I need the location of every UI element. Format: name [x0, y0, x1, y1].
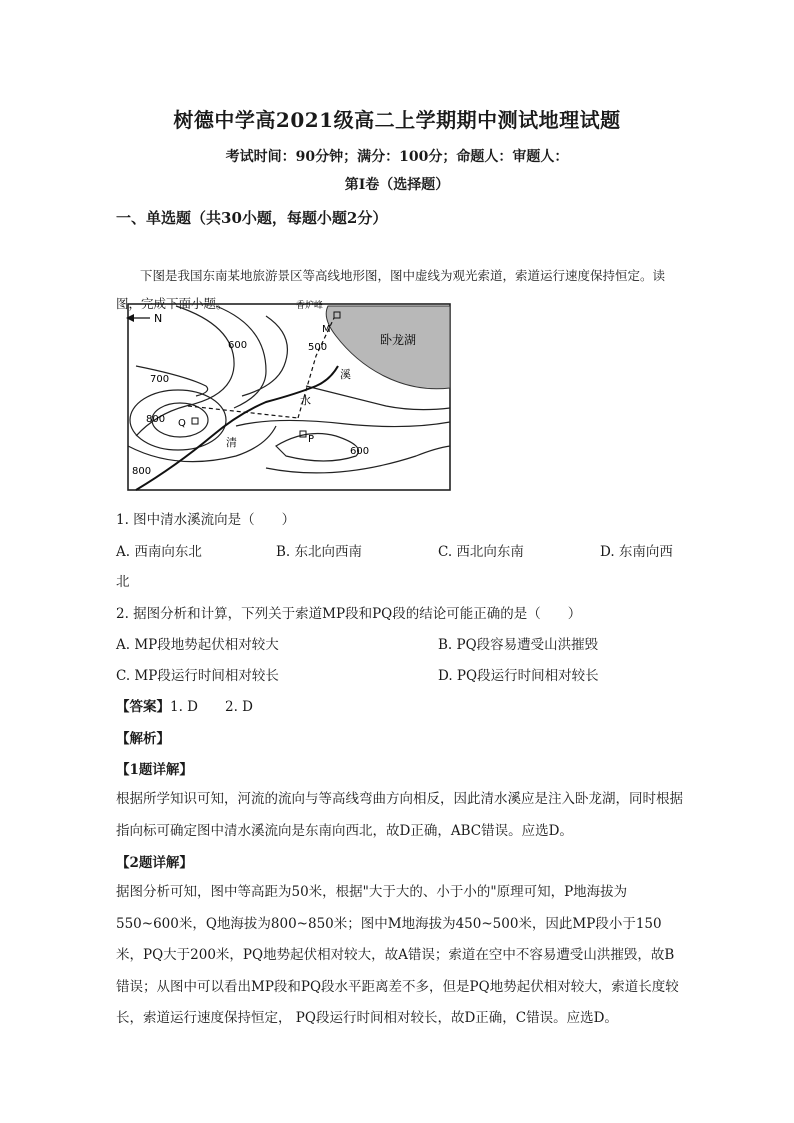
- question-2-option-a: A. MP段地势起伏相对较大: [116, 637, 279, 653]
- point-q-label: Q: [178, 418, 186, 429]
- page-title: 树德中学高2021级高二上学期期中测试地理试题: [173, 108, 621, 132]
- point-p-label: P: [308, 434, 315, 445]
- question-2-option-c: C. MP段运行时间相对较长: [116, 668, 279, 684]
- q-marker: [192, 418, 198, 424]
- question-1-option-d: D. 东南向西: [600, 544, 673, 560]
- question-1-option-b: B. 东北向西南: [276, 544, 363, 560]
- contour-line: [236, 420, 450, 426]
- answer-label: 【答案】: [116, 699, 170, 715]
- q2-analysis-text: 据图分析可知，图中等高距为50米，根据"大于大的、小于小的"原理可知，P地海拔为550~600米，Q地海拔为800~850米；图中M地海拔为450~500米，因此MP段小于150米，PQ大于200米，PQ地势起伏相对较大，故A错误；索道在空中不容易遭受山洪摧毁，故B错误；从图中可以看出MP段和PQ段水平距离差不多，但是PQ地势起伏相对较大，索道长度较长，索道运行速度保持恒定， PQ段运行时间相对较长，故D正确，C错误。应选D。: [116, 884, 679, 1026]
- contour-line: [216, 306, 266, 408]
- q1-analysis-label: 【1题详解】: [116, 762, 193, 778]
- question-1-option-a: A. 西南向东北: [116, 544, 202, 560]
- contour-line: [276, 434, 359, 461]
- contour-line: [136, 366, 208, 396]
- contour-label: 800: [146, 414, 166, 425]
- question-2-option-b: B. PQ段容易遭受山洪摧毁: [438, 637, 599, 653]
- question-1-stem: 1. 图中清水溪流向是（ ）: [116, 512, 296, 528]
- contour-label: 600: [228, 340, 248, 351]
- river-char-label: 清: [226, 436, 237, 449]
- exam-info: 考试时间：90分钟；满分：100分；命题人：审题人：: [225, 149, 569, 165]
- part-heading: 第Ⅰ卷（选择题）: [344, 177, 450, 193]
- contour-label: 500: [308, 342, 328, 353]
- contour-label: 600: [350, 446, 370, 457]
- contour-label: 700: [150, 374, 170, 385]
- cableway-line: [188, 318, 334, 418]
- question-2-stem: 2. 据图分析和计算，下列关于索道MP段和PQ段的结论可能正确的是（ ）: [116, 606, 582, 622]
- river-char-label: 溪: [340, 368, 351, 381]
- lake-label: 卧龙湖: [380, 333, 417, 347]
- section-heading: 一、单选题（共30小题，每题小题2分）: [116, 209, 388, 227]
- answer-text: 1. D 2. D: [170, 699, 253, 715]
- q2-analysis-label: 【2题详解】: [116, 855, 193, 871]
- peak-label: 香炉峰: [296, 301, 324, 311]
- question-1-option-d-wrap: 北: [116, 574, 130, 590]
- contour-map: [116, 296, 456, 496]
- north-label: N: [154, 312, 163, 325]
- contour-label: 800: [132, 466, 152, 477]
- contour-line: [306, 386, 450, 410]
- question-1-option-c: C. 西北向东南: [438, 544, 524, 560]
- analysis-label: 【解析】: [116, 731, 170, 747]
- answer-line: [116, 695, 253, 715]
- north-arrow-head: [126, 314, 134, 322]
- question-intro: 下图是我国东南某地旅游景区等高线地形图，图中虚线为观光索道，索道运行速度保持恒定。读图，完成下面小题。: [116, 268, 666, 311]
- question-2-option-d: D. PQ段运行时间相对较长: [438, 668, 599, 684]
- point-m-label: M: [322, 324, 331, 335]
- river-char-label: 水: [300, 394, 311, 407]
- q1-analysis-text: 根据所学知识可知，河流的流向与等高线弯曲方向相反，因此清水溪应是注入卧龙湖，同时根据指向标可确定图中清水溪流向是东南向西北，故D正确，ABC错误。应选D。: [116, 791, 683, 839]
